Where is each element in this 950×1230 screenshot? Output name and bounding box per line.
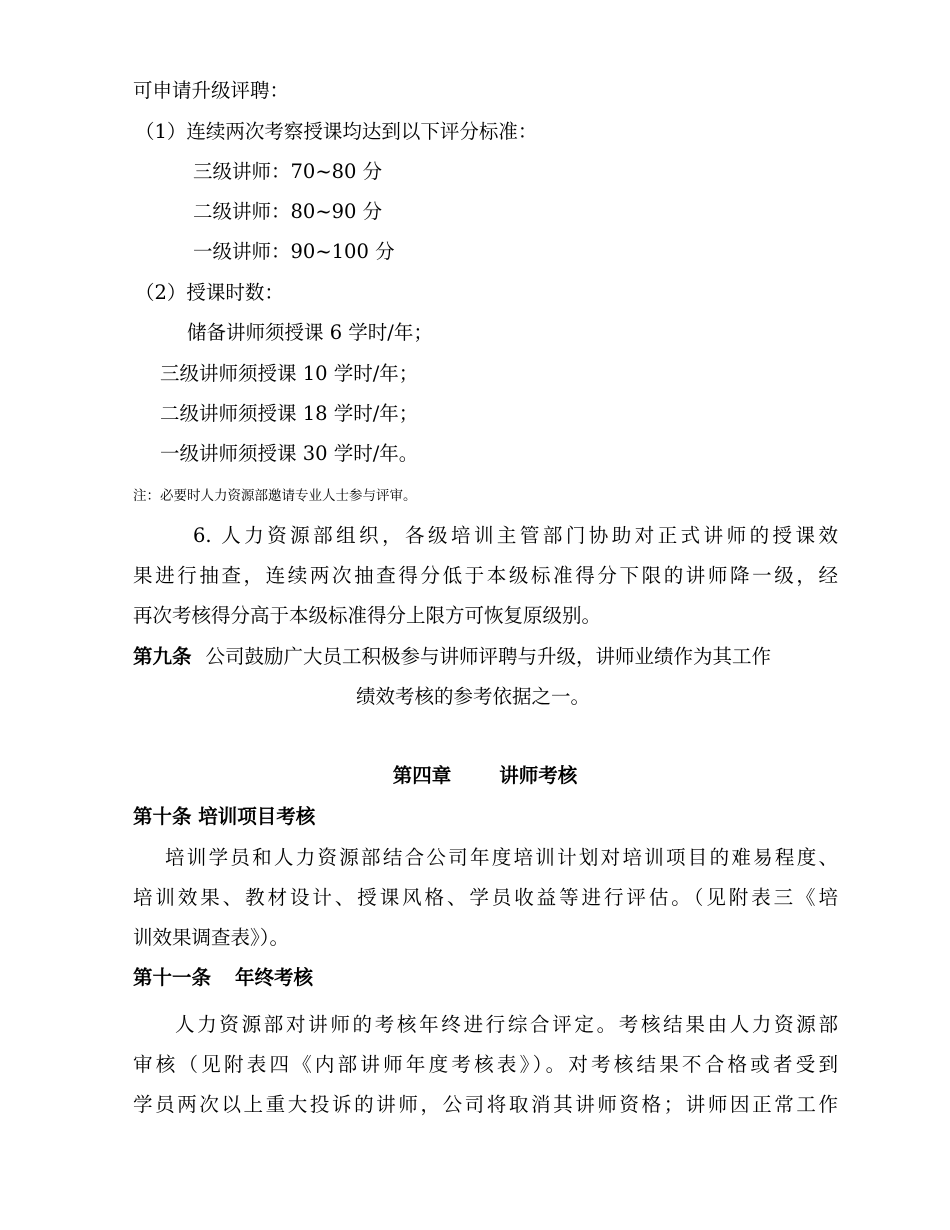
article-11-title: 年终考核	[235, 966, 314, 989]
article-9-label: 第九条	[133, 645, 192, 668]
article-11-line-2: 审核（见附表四《内部讲师年度考核表》）。对考核结果不合格或者受到	[133, 1053, 838, 1076]
article-11-label: 第十一条	[133, 966, 212, 989]
score-level-2: 二级讲师：80~90 分	[193, 200, 383, 223]
score-level-3: 三级讲师：70~80 分	[193, 160, 383, 183]
text-line: 可申请升级评聘：	[133, 79, 290, 102]
article-11-line-3: 学员两次以上重大投诉的讲师，公司将取消其讲师资格；讲师因正常工作	[133, 1093, 838, 1116]
article-9-line-2: 绩效考核的参考依据之一。	[356, 685, 591, 708]
list-item-criteria: （1）连续两次考察授课均达到以下评分标准：	[135, 120, 538, 143]
article-10-line-1: 培训学员和人力资源部结合公司年度培训计划对培训项目的难易程度、	[165, 846, 838, 869]
article-10-line-2: 培训效果、教材设计、授课风格、学员收益等进行评估。（见附表三《培	[133, 886, 838, 909]
article-10-line-3: 训效果调查表》）。	[133, 926, 290, 949]
hours-level-2: 二级讲师须授课 18 学时/年；	[160, 402, 419, 425]
article-9-text-1: 公司鼓励广大员工积极参与讲师评聘与升级，讲师业绩作为其工作	[205, 645, 772, 668]
note-text: 注：必要时人力资源部邀请专业人士参与评审。	[133, 488, 417, 504]
hours-level-3: 三级讲师须授课 10 学时/年；	[160, 362, 419, 385]
chapter-number: 第四章	[392, 764, 452, 787]
chapter-title: 讲师考核	[499, 764, 578, 787]
chapter-4-heading	[0, 763, 950, 789]
score-level-1: 一级讲师：90~100 分	[193, 240, 395, 263]
article-10-heading: 第十条 培训项目考核	[133, 805, 316, 828]
article-11-line-1: 人力资源部对讲师的考核年终进行综合评定。考核结果由人力资源部	[175, 1013, 838, 1036]
paragraph-6-line-2: 果进行抽查，连续两次抽查得分低于本级标准得分下限的讲师降一级，经	[133, 564, 838, 587]
article-9-line-1	[133, 644, 838, 670]
hours-reserve: 储备讲师须授课 6 学时/年；	[187, 321, 433, 344]
hours-level-1: 一级讲师须授课 30 学时/年。	[160, 442, 419, 465]
list-item-hours: （2）授课时数：	[135, 281, 284, 304]
article-11-heading	[133, 965, 838, 991]
paragraph-6-line-1: 6. 人力资源部组织，各级培训主管部门协助对正式讲师的授课效	[193, 524, 838, 547]
paragraph-6-line-3: 再次考核得分高于本级标准得分上限方可恢复原级别。	[133, 604, 602, 627]
